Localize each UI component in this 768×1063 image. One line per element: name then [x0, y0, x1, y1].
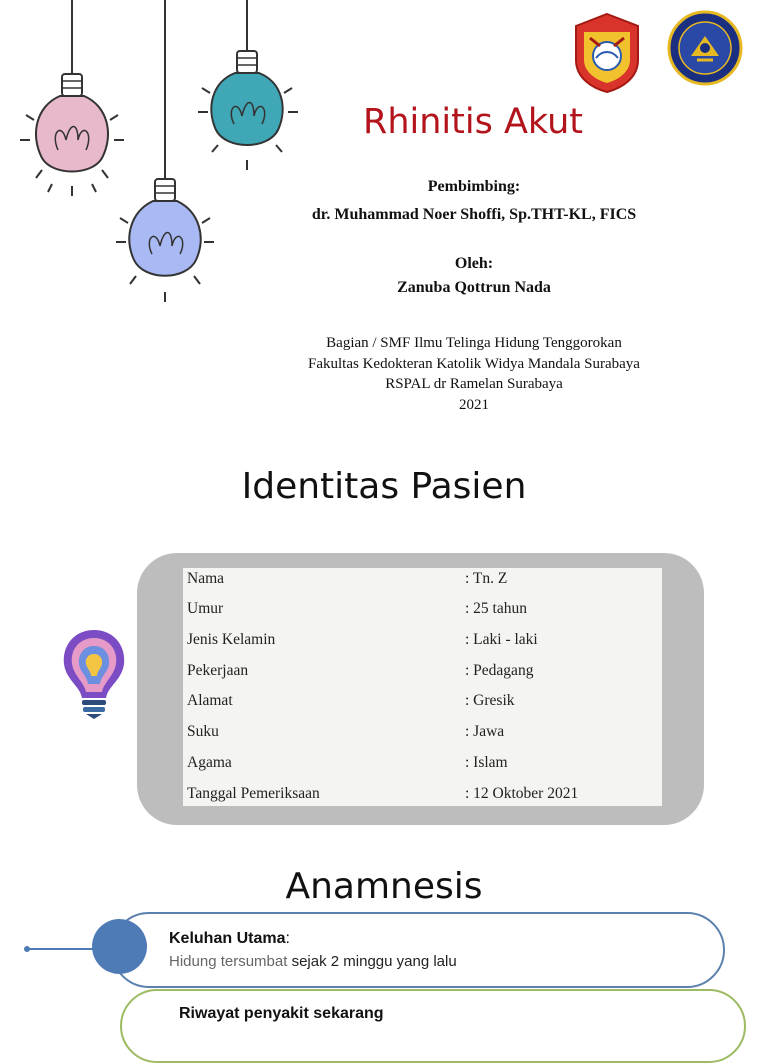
affiliation-department: Bagian / SMF Ilmu Telinga Hidung Tenggorokan [326, 335, 622, 351]
row-key: Tanggal Pemeriksaan [187, 785, 320, 802]
connector-line [20, 942, 100, 956]
row-value: : Pedagang [465, 662, 534, 679]
table-row [183, 660, 662, 691]
table-row [183, 629, 662, 660]
identity-title: Identitas Pasien [241, 466, 527, 507]
chief-complaint-text-a: Hidung tersumbat [169, 953, 288, 970]
author-label: Oleh: [454, 255, 494, 272]
table-row [183, 783, 662, 814]
table-row [183, 598, 662, 629]
chief-complaint-text-b: sejak 2 minggu yang lalu [287, 953, 457, 970]
pink-bulb-icon [20, 0, 124, 196]
row-key: Alamat [187, 692, 233, 709]
chief-complaint-text [169, 953, 457, 970]
table-row [183, 568, 662, 599]
table-row [183, 721, 662, 752]
affiliation-hospital: RSPAL dr Ramelan Surabaya [385, 376, 563, 392]
present-illness-card [120, 989, 746, 1063]
row-value: : Jawa [465, 723, 505, 740]
chief-complaint-card [111, 912, 725, 988]
row-key: Agama [187, 754, 232, 771]
table-row [183, 752, 662, 783]
chief-complaint-heading-wrap [169, 930, 290, 948]
affiliation-year: 2021 [459, 396, 489, 413]
identity-table [183, 568, 662, 806]
layered-bulb-icon [60, 628, 128, 720]
row-key: Jenis Kelamin [187, 631, 276, 648]
row-value: : 25 tahun [465, 600, 527, 617]
university-crest-logo [570, 12, 644, 94]
row-key: Suku [187, 723, 219, 740]
row-value: : Gresik [465, 692, 515, 709]
supervisor-name: dr. Muhammad Noer Shoffi, Sp.THT-KL, FICS [311, 206, 637, 223]
row-key: Umur [187, 600, 224, 617]
chief-complaint-colon: : [285, 930, 290, 947]
chief-complaint-heading: Keluhan Utama [169, 930, 286, 947]
row-value: : Tn. Z [465, 570, 508, 587]
teal-bulb-icon [198, 0, 298, 170]
presentation-title: Rhinitis Akut [363, 102, 583, 142]
row-value: : Islam [465, 754, 508, 771]
affiliation-block [194, 333, 754, 415]
anamnesis-title: Anamnesis [285, 866, 483, 907]
timeline-dot [92, 919, 147, 974]
row-key: Nama [187, 570, 225, 587]
row-value: : Laki - laki [465, 631, 538, 648]
hospital-seal-logo [667, 10, 743, 86]
author-name: Zanuba Qottrun Nada [397, 279, 551, 296]
row-value: : 12 Oktober 2021 [465, 785, 579, 802]
supervisor-label: Pembimbing: [427, 178, 521, 195]
present-illness-heading: Riwayat penyakit sekarang [179, 1005, 384, 1022]
table-row [183, 690, 662, 721]
row-key: Pekerjaan [187, 662, 249, 679]
affiliation-faculty: Fakultas Kedokteran Katolik Widya Mandala Surabaya [308, 355, 640, 372]
